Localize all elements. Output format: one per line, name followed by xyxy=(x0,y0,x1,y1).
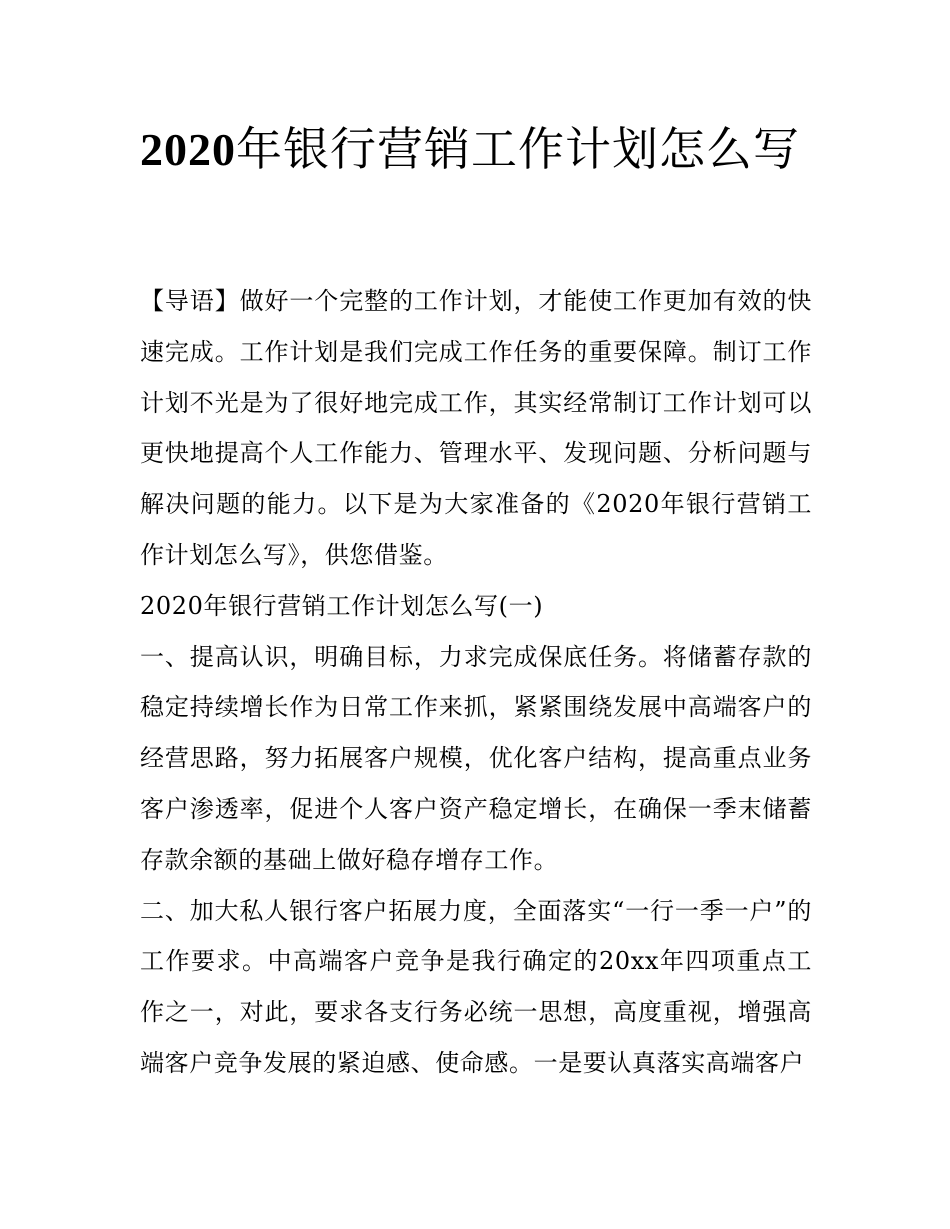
body-paragraph-1: 一、提高认识，明确目标，力求完成保底任务。将储蓄存款的稳定持续增长作为日常工作来抓，紧紧围绕发展中高端客户的经营思路，努力拓展客户规模，优化客户结构，提高重点业务客户渗透率，促进个人客户资产稳定增长，在确保一季末储蓄存款余额的基础上做好稳存增存工作。 xyxy=(140,642,812,874)
title-text: 年银行营销工作计划怎么写 xyxy=(236,122,800,176)
intro-paragraph: 【导语】做好一个完整的工作计划，才能使工作更加有效的快速完成。工作计划是我们完成工作任务的重要保障。制订工作计划不光是为了很好地完成工作，其实经常制订工作计划可以更快地提高个人工作能力、管理水平、发现问题、分析问题与解决问题的能力。以下是为大家准备的《2020年银行营销工作计划怎么写》，供您借鉴。 xyxy=(140,287,812,569)
body-paragraph-2: 二、加大私人银行客户拓展力度，全面落实“一行一季一户”的工作要求。中高端客户竞争是我行确定的20xx年四项重点工作之一，对此，要求各支行务必统一思想，高度重视，增强高端客户竞争发展的紧迫感、使命感。一是要认真落实高端客户 xyxy=(140,896,812,1077)
document-body xyxy=(140,276,812,1089)
title-year: 2020 xyxy=(140,124,236,175)
section-heading: 2020年银行营销工作计划怎么写(一) xyxy=(140,591,544,620)
document-title xyxy=(140,112,810,187)
